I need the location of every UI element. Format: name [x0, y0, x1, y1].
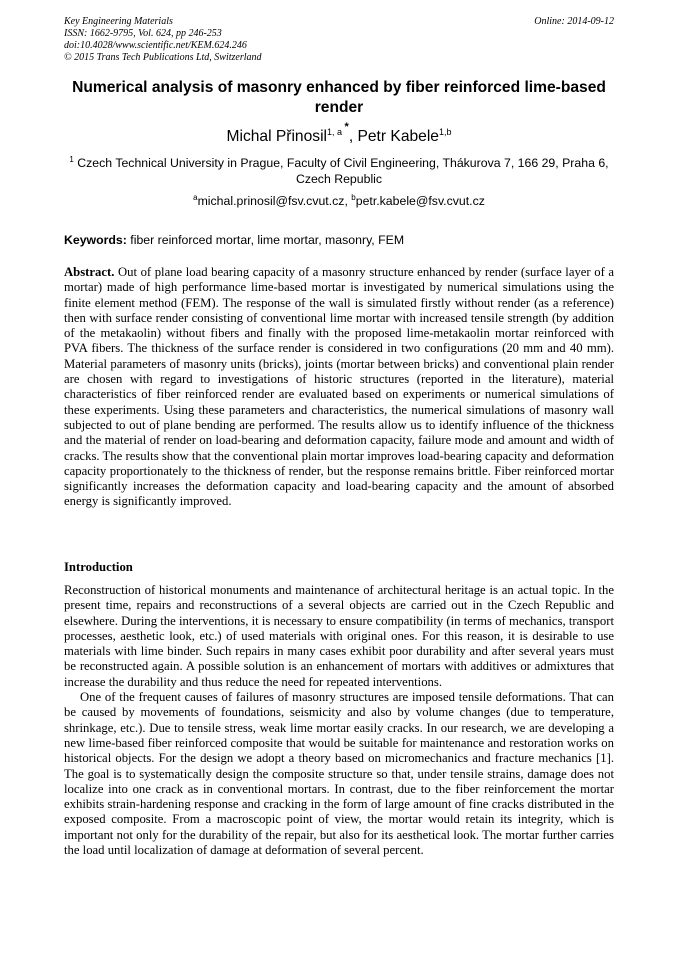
email-separator: ,	[344, 194, 352, 208]
paper-title: Numerical analysis of masonry enhanced by fiber reinforced lime-based render	[72, 79, 606, 116]
keywords	[64, 232, 614, 248]
author-separator: ,	[348, 128, 358, 145]
keywords-label: Keywords:	[64, 233, 127, 247]
affiliation-text: Czech Technical University in Prague, Faculty of Civil Engineering, Thákurova 7, 166 29, Praha 6, Czech Republic	[77, 156, 609, 186]
author-affiliation-sup: 1, a *	[327, 121, 349, 137]
author-emails	[64, 193, 614, 209]
keywords-text: fiber reinforced mortar, lime mortar, masonry, FEM	[130, 233, 405, 247]
section-heading-introduction: Introduction	[64, 560, 133, 574]
journal-header	[64, 16, 614, 64]
affiliation	[64, 155, 614, 187]
email-sup: b	[351, 193, 356, 202]
online-date: Online: 2014-09-12	[534, 16, 614, 27]
paragraph: One of the frequent causes of failures of masonry structures are imposed tensile deformations. That can be caused by movements of foundations, seismicity and also by volume changes (due to temperature, shrinkage, etc.). Due to tensile stress, weak lime mortar easily cracks. In our research, we are developing a new lime-based fiber reinforced composite that would be suitable for maintenance and restoration works on historical objects. For the design we adopt a theory based on micromechanics and fracture mechanics [1]. The goal is to systematically design the composite structure so that, under tensile strains, damage does not localize into one crack as in conventional mortars. In contrast, due to the fiber reinforcement the mortar exhibits strain-hardening response and cracking in the form of large amount of fine cracks distributed in the exposed composite. From a macroscopic point of view, the mortar would retain its integrity, which is important not only for the durability of the repair, but also for its aesthetical look. The mortar further carries the load until localization of damage at deformation of several percent.	[64, 690, 614, 858]
journal-doi: doi:10.4028/www.scientific.net/KEM.624.246	[64, 40, 247, 51]
abstract-label: Abstract.	[64, 265, 115, 279]
author-name: Michal Přinosil	[226, 128, 328, 145]
introduction-body	[64, 583, 614, 858]
paragraph: Reconstruction of historical monuments and maintenance of architectural heritage is an actual topic. In the present time, repairs and reconstructions of a several objects are carried out in the Czech Republic and elsewhere. During the interventions, it is necessary to ensure compatibility (in terms of mechanics, transport processes, aesthetic look, etc.) of used materials with original ones. For this reason, it is desirable to use materials with lime binder. Such repairs in many cases exhibit poor durability and after several years must be reconstructed again. A possible solution is an enhancement of mortars with additives or admixtures that increase the durability and thus reduce the need for repeated interventions.	[64, 583, 614, 689]
abstract-text: Out of plane load bearing capacity of a masonry structure enhanced by render (surface layer of a mortar) made of high performance lime-based mortar is investigated by numerical simulations using the finite element method (FEM). The response of the wall is simulated firstly without render (as a reference) then with surface render consisting of conventional lime mortar with increased tensile strength (by addition of the metakaolin) without fibers and finally with the proposed lime-metakaolin mortar reinforced with PVA fibers. The thickness of the surface render is considered in two configurations (20 mm and 40 mm). Material parameters of masonry units (bricks), joints (mortar between bricks) and conventional plain render are chosen with regard to investigations of historic structures (reported in the literature), material characteristics of fiber reinforced render are evaluated based on experiments or numerical simulations of these experiments. Using these parameters and characteristics, the numerical simulations of masonry wall subjected to out of plane bending are performed. The results allow us to identify influence of the thickness and the material of render on load-bearing and deformation capacity, failure mode and amount and width of cracks. The results show that the conventional plain mortar improves load-bearing capacity and deformation capacity proportionately to the thickness of render, but the response remains brittle. Fiber reinforced mortar significantly increases the deformation capacity and load-bearing capacity and the amount of absorbed energy is significantly improved.	[64, 265, 615, 509]
journal-name: Key Engineering Materials	[64, 16, 173, 27]
email-link[interactable]: michal.prinosil@fsv.cvut.cz	[197, 194, 345, 208]
author-list	[64, 121, 614, 147]
author-affiliation-sup: 1,b	[438, 127, 452, 137]
author-name: Petr Kabele	[357, 128, 439, 145]
author-affiliation-mark	[327, 121, 349, 137]
journal-issn: ISSN: 1662-9795, Vol. 624, pp 246-253	[64, 28, 222, 39]
abstract	[64, 265, 614, 510]
affiliation-sup: 1	[69, 155, 74, 164]
email-link[interactable]: petr.kabele@fsv.cvut.cz	[355, 194, 485, 208]
journal-meta	[64, 16, 614, 64]
email-sup: a	[193, 193, 198, 202]
journal-copyright: © 2015 Trans Tech Publications Ltd, Switzerland	[64, 52, 262, 63]
